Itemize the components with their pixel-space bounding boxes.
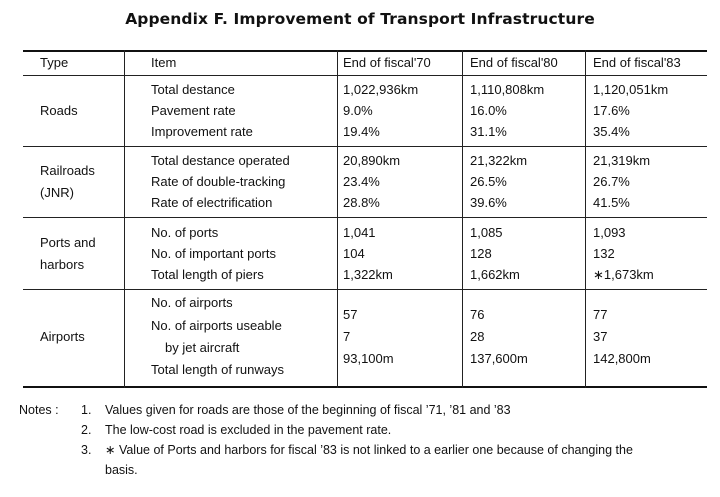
table-cell-value: 1,110,808km	[470, 82, 545, 97]
note-text: ∗ Value of Ports and harbors for fiscal ’83 is not linked to a earlier one because of changing the	[105, 443, 633, 457]
table-cell-value: 77	[593, 307, 608, 322]
table-cell-value: 19.4%	[343, 124, 380, 139]
table-cell-item: No. of airports	[151, 295, 233, 310]
table-cell-item: No. of important ports	[151, 246, 276, 261]
table-cell-value: 26.7%	[593, 174, 630, 189]
table-cell-value: 21,322km	[470, 153, 528, 168]
table-cell-item: Rate of electrification	[151, 195, 273, 210]
note-number: 3.	[81, 443, 92, 457]
note-text: Values given for roads are those of the beginning of fiscal ’71, ’81 and ’83	[105, 403, 511, 417]
table-cell-item: Total destance operated	[151, 153, 290, 168]
table-cell-item: Total length of runways	[151, 362, 284, 377]
col-rule-fy70	[462, 50, 463, 388]
table-cell-item: Rate of double-tracking	[151, 174, 286, 189]
table-cell-value: 9.0%	[343, 103, 373, 118]
table-top-rule	[23, 50, 707, 52]
table-cell-value: 23.4%	[343, 174, 380, 189]
table-cell-value: 1,022,936km	[343, 82, 419, 97]
table-cell-value: 20,890km	[343, 153, 401, 168]
table-cell-value: 17.6%	[593, 103, 630, 118]
infrastructure-table	[23, 50, 707, 388]
table-cell-value: 41.5%	[593, 195, 630, 210]
type-roads: Roads	[40, 103, 78, 118]
table-cell-item: Improvement rate	[151, 124, 253, 139]
table-bottom-rule	[23, 386, 707, 388]
notes-label: Notes :	[19, 403, 59, 417]
table-cell-value: 1,093	[593, 225, 626, 240]
table-cell-value: 21,319km	[593, 153, 651, 168]
type-railroads-sub: (JNR)	[40, 185, 74, 200]
table-cell-item: Total destance	[151, 82, 235, 97]
table-cell-value: 128	[470, 246, 492, 261]
table-cell-value: 57	[343, 307, 358, 322]
group-rule-roads	[23, 146, 707, 147]
table-cell-item: No. of ports	[151, 225, 219, 240]
table-cell-value: 37	[593, 329, 608, 344]
table-cell-value: 1,662km	[470, 267, 520, 282]
table-cell-value: 142,800m	[593, 351, 651, 366]
col-rule-fy80	[585, 50, 586, 388]
table-cell-item: Pavement rate	[151, 103, 236, 118]
table-cell-value: 104	[343, 246, 365, 261]
note-number: 1.	[81, 403, 92, 417]
table-cell-value: 1,041	[343, 225, 376, 240]
table-cell-value: 35.4%	[593, 124, 630, 139]
col-rule-type	[124, 50, 125, 388]
table-cell-value: 26.5%	[470, 174, 507, 189]
table-cell-item: No. of airports useable	[151, 318, 282, 333]
table-cell-value: 7	[343, 329, 351, 344]
type-airports: Airports	[40, 329, 85, 344]
note-text: The low-cost road is excluded in the pavement rate.	[105, 423, 392, 437]
note-text-continued: basis.	[105, 463, 138, 477]
type-ports: Ports and	[40, 235, 96, 250]
header-type: Type	[40, 55, 69, 70]
header-fy80: End of fiscal'80	[470, 55, 558, 70]
table-cell-value: 132	[593, 246, 615, 261]
table-cell-value: 93,100m	[343, 351, 394, 366]
type-ports-sub: harbors	[40, 257, 85, 272]
header-rule	[23, 75, 707, 76]
col-rule-item	[337, 50, 338, 388]
table-cell-value: 39.6%	[470, 195, 507, 210]
table-cell-value: ∗1,673km	[593, 267, 654, 282]
table-cell-value: 28.8%	[343, 195, 380, 210]
header-item: Item	[151, 55, 177, 70]
table-cell-value: 1,085	[470, 225, 503, 240]
table-cell-item: by jet aircraft	[165, 340, 240, 355]
table-cell-value: 1,120,051km	[593, 82, 669, 97]
header-fy83: End of fiscal'83	[593, 55, 681, 70]
header-fy70: End of fiscal'70	[343, 55, 431, 70]
table-cell-item: Total length of piers	[151, 267, 264, 282]
group-rule-ports	[23, 289, 707, 290]
table-cell-value: 76	[470, 307, 485, 322]
page-title: Appendix F. Improvement of Transport Infrastructure	[125, 10, 595, 28]
table-cell-value: 16.0%	[470, 103, 507, 118]
table-cell-value: 1,322km	[343, 267, 393, 282]
table-cell-value: 137,600m	[470, 351, 528, 366]
group-rule-railroads	[23, 217, 707, 218]
table-cell-value: 31.1%	[470, 124, 507, 139]
note-number: 2.	[81, 423, 92, 437]
type-railroads: Railroads	[40, 163, 95, 178]
table-cell-value: 28	[470, 329, 485, 344]
